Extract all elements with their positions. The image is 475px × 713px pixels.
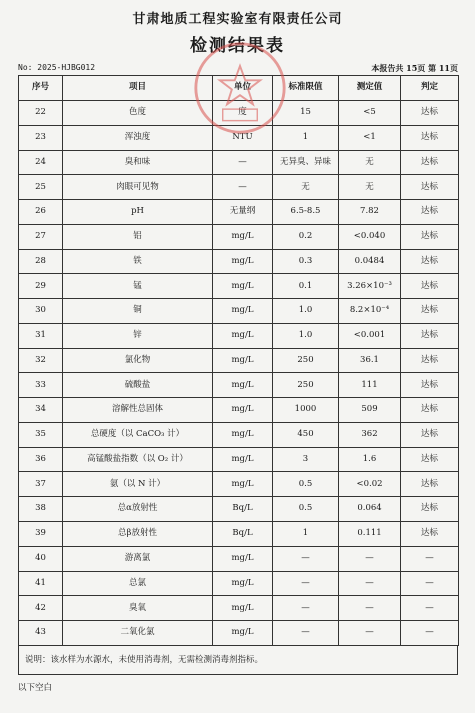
cell-judgment: 达标 (401, 224, 459, 249)
header-judgment: 判定 (401, 76, 459, 101)
cell-judgment: 达标 (401, 274, 459, 299)
cell-no: 36 (19, 447, 63, 472)
table-row (19, 472, 459, 497)
header-limit: 标准限值 (273, 76, 339, 101)
cell-no: 41 (19, 571, 63, 596)
table-row (19, 323, 459, 348)
cell-measured: 0.064 (339, 497, 401, 522)
cell-unit: mg/L (213, 546, 273, 571)
cell-no: 31 (19, 323, 63, 348)
cell-judgment: 达标 (401, 522, 459, 547)
table-row (19, 249, 459, 274)
cell-judgment: 达标 (401, 125, 459, 150)
cell-judgment: 达标 (401, 422, 459, 447)
cell-limit: 250 (273, 348, 339, 373)
cell-unit: mg/L (213, 422, 273, 447)
cell-item: 总氯 (63, 571, 213, 596)
cell-limit: — (273, 621, 339, 646)
cell-unit: Bq/L (213, 497, 273, 522)
cell-measured: 36.1 (339, 348, 401, 373)
cell-measured: <5 (339, 101, 401, 126)
cell-judgment: 达标 (401, 323, 459, 348)
table-row (19, 621, 459, 646)
cell-unit: mg/L (213, 348, 273, 373)
cell-unit: — (213, 150, 273, 175)
cell-judgment: — (401, 546, 459, 571)
cell-no: 25 (19, 175, 63, 200)
cell-judgment: 达标 (401, 398, 459, 423)
cell-limit: 15 (273, 101, 339, 126)
cell-no: 35 (19, 422, 63, 447)
cell-unit: mg/L (213, 274, 273, 299)
cell-limit: 0.3 (273, 249, 339, 274)
cell-item: 总硬度（以 CaCO₃ 计） (63, 422, 213, 447)
cell-no: 32 (19, 348, 63, 373)
cell-no: 23 (19, 125, 63, 150)
cell-item: 氯化物 (63, 348, 213, 373)
cell-measured: <0.040 (339, 224, 401, 249)
table-row (19, 150, 459, 175)
cell-no: 37 (19, 472, 63, 497)
cell-measured: 3.26×10⁻³ (339, 274, 401, 299)
cell-limit: 6.5-8.5 (273, 200, 339, 225)
cell-judgment: — (401, 621, 459, 646)
cell-no: 34 (19, 398, 63, 423)
cell-limit: 无 (273, 175, 339, 200)
cell-item: 臭和味 (63, 150, 213, 175)
cell-unit: mg/L (213, 596, 273, 621)
cell-item: 氨（以 N 计） (63, 472, 213, 497)
cell-unit: mg/L (213, 323, 273, 348)
table-row (19, 274, 459, 299)
cell-judgment: 达标 (401, 175, 459, 200)
cell-no: 28 (19, 249, 63, 274)
cell-measured: 无 (339, 175, 401, 200)
cell-limit: 无异臭、异味 (273, 150, 339, 175)
cell-item: 铜 (63, 299, 213, 324)
cell-unit: mg/L (213, 373, 273, 398)
cell-judgment: — (401, 596, 459, 621)
cell-no: 26 (19, 200, 63, 225)
cell-item: 浑浊度 (63, 125, 213, 150)
cell-no: 29 (19, 274, 63, 299)
cell-measured: — (339, 546, 401, 571)
cell-limit: 1.0 (273, 299, 339, 324)
cell-measured: 无 (339, 150, 401, 175)
cell-unit: 无量纲 (213, 200, 273, 225)
blank-below-text: 以下空白 (18, 683, 53, 693)
cell-item: 总β放射性 (63, 522, 213, 547)
cell-judgment: 达标 (401, 249, 459, 274)
cell-limit: 0.5 (273, 472, 339, 497)
cell-item: 二氧化氯 (63, 621, 213, 646)
cell-measured: — (339, 571, 401, 596)
cell-judgment: 达标 (401, 373, 459, 398)
cell-item: 锌 (63, 323, 213, 348)
cell-no: 38 (19, 497, 63, 522)
cell-measured: <0.02 (339, 472, 401, 497)
cell-unit: — (213, 175, 273, 200)
cell-no: 24 (19, 150, 63, 175)
cell-unit: mg/L (213, 398, 273, 423)
cell-measured: 1.6 (339, 447, 401, 472)
cell-no: 40 (19, 546, 63, 571)
cell-limit: — (273, 546, 339, 571)
cell-judgment: 达标 (401, 150, 459, 175)
table-row (19, 299, 459, 324)
cell-limit: 1 (273, 125, 339, 150)
cell-no: 30 (19, 299, 63, 324)
report-number: No: 2025-HJBG012 (18, 63, 96, 72)
header-item: 项目 (63, 76, 213, 101)
cell-measured: 7.82 (339, 200, 401, 225)
cell-unit: mg/L (213, 472, 273, 497)
cell-item: 臭氧 (63, 596, 213, 621)
cell-judgment: 达标 (401, 497, 459, 522)
table-row (19, 522, 459, 547)
cell-unit: mg/L (213, 621, 273, 646)
cell-limit: — (273, 596, 339, 621)
page-info: 本报告共 15页 第 11页 (371, 63, 458, 73)
cell-limit: 250 (273, 373, 339, 398)
cell-limit: 0.5 (273, 497, 339, 522)
table-row (19, 596, 459, 621)
table-row (19, 571, 459, 596)
cell-no: 22 (19, 101, 63, 126)
header-no: 序号 (19, 76, 63, 101)
cell-measured: 509 (339, 398, 401, 423)
cell-item: 溶解性总固体 (63, 398, 213, 423)
cell-limit: 1.0 (273, 323, 339, 348)
cell-judgment: 达标 (401, 299, 459, 324)
cell-item: 总α放射性 (63, 497, 213, 522)
document-title: 检测结果表 (190, 36, 285, 56)
cell-judgment: 达标 (401, 200, 459, 225)
table-row (19, 224, 459, 249)
cell-unit: mg/L (213, 224, 273, 249)
table-row (19, 125, 459, 150)
table-row (19, 447, 459, 472)
cell-measured: <0.001 (339, 323, 401, 348)
table-row (19, 497, 459, 522)
cell-item: pH (63, 200, 213, 225)
table-body (19, 101, 459, 646)
cell-no: 43 (19, 621, 63, 646)
table-row (19, 175, 459, 200)
cell-limit: — (273, 571, 339, 596)
cell-measured: 8.2×10⁻⁴ (339, 299, 401, 324)
table-header-row (19, 76, 459, 101)
cell-no: 39 (19, 522, 63, 547)
cell-judgment: — (401, 571, 459, 596)
cell-measured: 0.0484 (339, 249, 401, 274)
cell-item: 游离氯 (63, 546, 213, 571)
cell-no: 33 (19, 373, 63, 398)
table-row (19, 373, 459, 398)
cell-measured: 362 (339, 422, 401, 447)
cell-unit: mg/L (213, 249, 273, 274)
cell-no: 42 (19, 596, 63, 621)
company-name: 甘肃地质工程实验室有限责任公司 (132, 12, 343, 27)
cell-limit: 3 (273, 447, 339, 472)
table-row (19, 101, 459, 126)
cell-unit: mg/L (213, 299, 273, 324)
cell-judgment: 达标 (401, 447, 459, 472)
cell-unit: mg/L (213, 571, 273, 596)
cell-unit: 度 (213, 101, 273, 126)
cell-item: 铁 (63, 249, 213, 274)
cell-no: 27 (19, 224, 63, 249)
table-row (19, 546, 459, 571)
results-table (18, 75, 459, 646)
cell-limit: 0.2 (273, 224, 339, 249)
cell-measured: <1 (339, 125, 401, 150)
note-text: 说明：该水样为水源水，未使用消毒剂，无需检测消毒剂指标。 (18, 646, 458, 675)
table-row (19, 200, 459, 225)
cell-judgment: 达标 (401, 101, 459, 126)
table-row (19, 348, 459, 373)
cell-item: 铝 (63, 224, 213, 249)
header-measured: 测定值 (339, 76, 401, 101)
cell-measured: — (339, 596, 401, 621)
cell-item: 硫酸盐 (63, 373, 213, 398)
cell-item: 高锰酸盐指数（以 O₂ 计） (63, 447, 213, 472)
cell-item: 肉眼可见物 (63, 175, 213, 200)
cell-item: 色度 (63, 101, 213, 126)
cell-limit: 1 (273, 522, 339, 547)
table-row (19, 398, 459, 423)
cell-measured: 111 (339, 373, 401, 398)
cell-measured: 0.111 (339, 522, 401, 547)
cell-unit: mg/L (213, 447, 273, 472)
cell-limit: 1000 (273, 398, 339, 423)
cell-judgment: 达标 (401, 348, 459, 373)
cell-unit: NTU (213, 125, 273, 150)
cell-limit: 0.1 (273, 274, 339, 299)
table-row (19, 422, 459, 447)
cell-measured: — (339, 621, 401, 646)
header-unit: 单位 (213, 76, 273, 101)
cell-judgment: 达标 (401, 472, 459, 497)
cell-unit: Bq/L (213, 522, 273, 547)
cell-item: 锰 (63, 274, 213, 299)
cell-limit: 450 (273, 422, 339, 447)
